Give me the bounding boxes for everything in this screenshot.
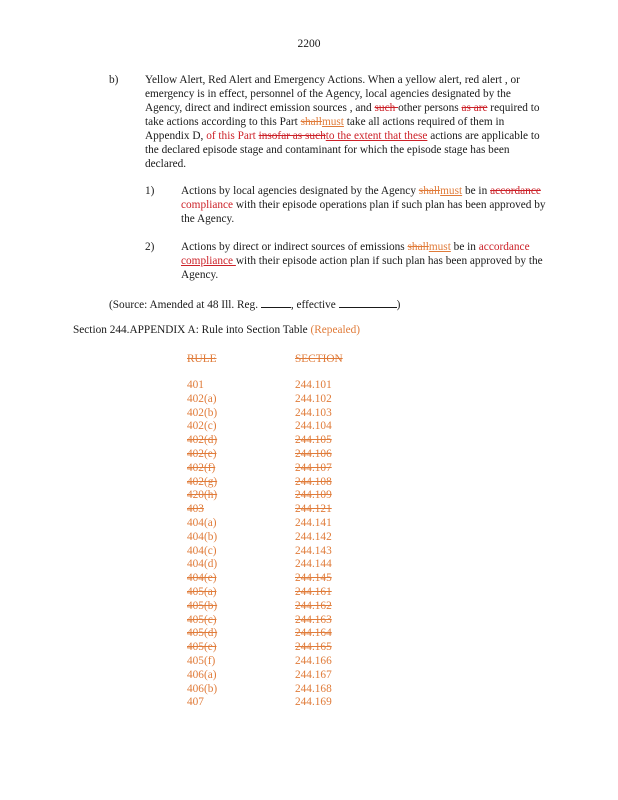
section-cell: 244.166 xyxy=(295,654,332,667)
table-row xyxy=(187,379,375,393)
rule-cell: 405(a) xyxy=(187,585,217,598)
section-cell: 244.169 xyxy=(295,696,332,709)
column-header-section: SECTION xyxy=(295,353,343,365)
table-row xyxy=(187,489,375,503)
section-cell: 244.144 xyxy=(295,558,332,571)
rule-cell: 404(a) xyxy=(187,516,217,529)
deleted-as-are: as are xyxy=(461,102,488,114)
section-cell: 244.105 xyxy=(295,434,332,447)
table-row xyxy=(187,407,375,421)
table-row xyxy=(187,420,375,434)
table-row xyxy=(187,545,375,559)
section-cell: 244.167 xyxy=(295,668,332,681)
section-cell: 244.121 xyxy=(295,503,332,516)
inserted-must: must xyxy=(321,116,344,128)
rule-cell: 405(d) xyxy=(187,627,218,640)
rule-cell: 404(b) xyxy=(187,530,218,543)
rule-cell: 402(g) xyxy=(187,475,218,488)
section-cell: 244.161 xyxy=(295,585,332,598)
table-row xyxy=(187,448,375,462)
subparagraph-2: Actions by direct or indirect sources of emissions shallmust be in accordance compliance with their episode action plan if such plan has been approved by the Agency. xyxy=(181,241,543,281)
section-cell: 244.163 xyxy=(295,613,332,626)
rule-cell: 402(d) xyxy=(187,434,218,447)
section-cell: 244.142 xyxy=(295,530,332,543)
section-cell: 244.162 xyxy=(295,599,332,612)
table-row xyxy=(187,586,375,600)
section-cell: 244.141 xyxy=(295,516,332,529)
page-number: 2200 xyxy=(297,38,321,50)
rule-cell: 403 xyxy=(187,503,204,516)
deleted-such: such xyxy=(374,102,399,114)
table-row xyxy=(187,600,375,614)
table-row xyxy=(187,641,375,655)
table-row xyxy=(187,503,375,517)
rule-cell: 406(a) xyxy=(187,668,217,681)
rule-cell: 402(c) xyxy=(187,420,217,433)
table-row xyxy=(187,393,375,407)
rule-cell: 404(e) xyxy=(187,572,217,585)
table-row xyxy=(187,655,375,669)
table-row xyxy=(187,476,375,490)
subparagraph-1: Actions by local agencies designated by the Agency shallmust be in accordance compliance with their episode operations plan if such plan has been approved by the Agency. xyxy=(181,185,546,225)
section-cell: 244.109 xyxy=(295,489,332,502)
section-cell: 244.143 xyxy=(295,544,332,557)
section-cell: 244.164 xyxy=(295,627,332,640)
paragraph-b: Yellow Alert, Red Alert and Emergency Actions. When a yellow alert, red alert , or emergency is in effect, personnel of the Agency, local agencies designated by the Agency, direct and indirect emission sources , and such other persons as are required to take actions according to this Part shallmust take all actions required of them in Appendix D, of this Part insofar as suchto the extent that these actions are applicable to the declared episode stage and contaminant for which the episode stage has been declared. xyxy=(145,74,540,170)
rule-cell: 404(c) xyxy=(187,544,217,557)
paragraph-b-label: b) xyxy=(109,74,119,86)
table-header xyxy=(187,352,375,366)
inserted-compliance: compliance xyxy=(181,255,236,267)
table-row xyxy=(187,696,375,710)
rule-cell: 405(b) xyxy=(187,599,218,612)
inserted-compliance: compliance xyxy=(181,199,234,211)
section-cell: 244.107 xyxy=(295,461,332,474)
rule-cell: 405(c) xyxy=(187,613,217,626)
section-cell: 244.108 xyxy=(295,475,332,488)
inserted-must: must xyxy=(440,185,463,197)
table-row xyxy=(187,531,375,545)
subparagraph-1-label: 1) xyxy=(145,185,155,197)
table-body xyxy=(187,379,375,710)
table-row xyxy=(187,558,375,572)
rule-section-table xyxy=(187,352,375,710)
table-row xyxy=(187,462,375,476)
rule-cell: 402(a) xyxy=(187,392,217,405)
rule-cell: 402(f) xyxy=(187,461,216,474)
inserted-to-the-extent: to the extent that these xyxy=(325,130,428,142)
section-cell: 244.101 xyxy=(295,379,332,391)
table-row xyxy=(187,434,375,448)
column-header-rule: RULE xyxy=(187,353,217,365)
red-accordance: accordance xyxy=(478,241,530,253)
deleted-accordance: accordance xyxy=(490,185,541,197)
rule-cell: 406(b) xyxy=(187,682,218,695)
deleted-shall: shall xyxy=(418,185,441,197)
table-row xyxy=(187,669,375,683)
rule-cell: 401 xyxy=(187,379,204,391)
rule-cell: 405(f) xyxy=(187,654,216,667)
deleted-shall: shall xyxy=(407,241,429,253)
rule-cell: 407 xyxy=(187,696,204,709)
section-cell: 244.168 xyxy=(295,682,332,695)
rule-cell: 402(b) xyxy=(187,406,218,419)
section-heading: Section 244.APPENDIX A: Rule into Section Table (Repealed) xyxy=(73,324,361,336)
source-note: (Source: Amended at 48 Ill. Reg. , effective ) xyxy=(109,296,400,312)
rule-cell: 405(e) xyxy=(187,641,217,654)
section-cell: 244.145 xyxy=(295,572,332,585)
subparagraph-2-label: 2) xyxy=(145,241,155,253)
table-row xyxy=(187,627,375,641)
inserted-of-this-part: of this Part xyxy=(206,130,259,142)
table-row xyxy=(187,614,375,628)
section-cell: 244.106 xyxy=(295,447,332,460)
deleted-shall: shall xyxy=(300,116,322,128)
section-cell: 244.165 xyxy=(295,641,332,654)
rule-cell: 420(h) xyxy=(187,489,218,502)
section-cell: 244.102 xyxy=(295,392,332,405)
reg-blank xyxy=(261,296,291,308)
inserted-must: must xyxy=(428,241,451,253)
section-cell: 244.104 xyxy=(295,420,332,433)
section-cell: 244.103 xyxy=(295,406,332,419)
repealed-label: (Repealed) xyxy=(310,324,361,336)
rule-cell: 404(d) xyxy=(187,558,218,571)
table-row xyxy=(187,517,375,531)
effective-blank xyxy=(339,296,397,308)
rule-cell: 402(e) xyxy=(187,447,217,460)
table-row xyxy=(187,683,375,697)
deleted-insofar: insofar as such xyxy=(258,130,326,142)
table-row xyxy=(187,572,375,586)
